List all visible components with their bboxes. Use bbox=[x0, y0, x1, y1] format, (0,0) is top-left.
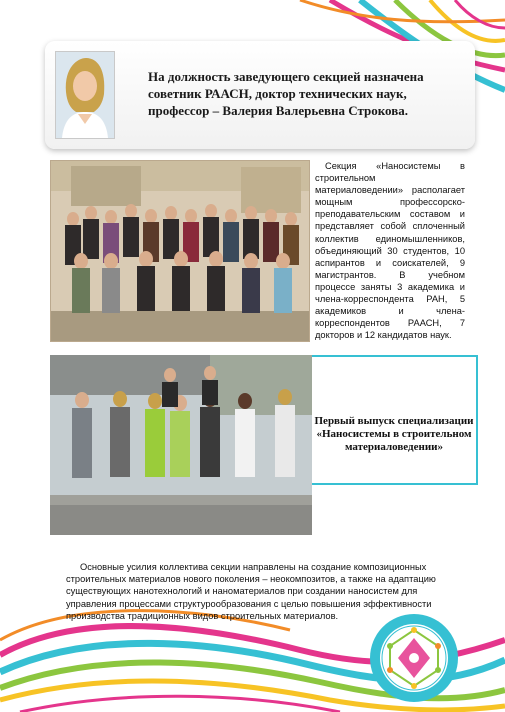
research-focus-text: Основные усилия коллектива секции направлены на создание композиционных строительных материалов нового поколения – неокомпозитов, а также на адаптацию существующих нанотехнологий и наноматериалов при создании наносистем для управления процессами структурообразования с целью повышения эффективности производства традиционных видов строительных материалов. bbox=[66, 562, 436, 621]
section-emblem-logo bbox=[368, 612, 460, 704]
section-description bbox=[315, 160, 465, 341]
graduation-caption: Первый выпуск специализации «Наносистемы в строительном материаловедении» bbox=[314, 415, 474, 454]
appointment-heading: На должность заведующего секцией назначена советник РААСН, доктор технических наук, профессор – Валерия Валерьевна Строкова. bbox=[148, 69, 424, 118]
section-description-text: Секция «Наносистемы в строительном материаловедении» располагает мощным профессорско-преподавательским составом и представляет собой сплоченный коллектив единомышленников, объединяющий 30 студентов, 10 аспирантов и соискателей, 9 магистрантов. В учебном процессе заняты 3 академика и члена-корреспондента РАН, 5 академиков и члена-корреспондентов РААСН, 7 докторов и 12 кандидатов наук. bbox=[315, 161, 465, 341]
section-group-photo bbox=[50, 160, 310, 342]
graduation-photo bbox=[50, 355, 312, 535]
portrait-photo bbox=[55, 51, 115, 139]
